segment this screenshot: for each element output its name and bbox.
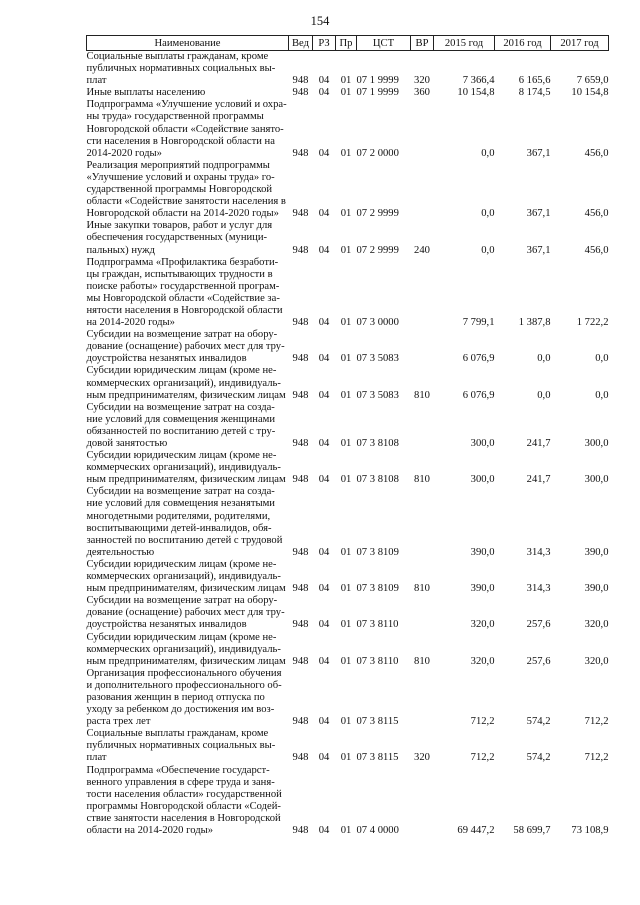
- header-ved: Вед: [289, 36, 313, 51]
- cell-cst: 07 3 8109: [356, 546, 399, 558]
- cell-2016: 314,3: [526, 546, 551, 558]
- cell-name: [87, 365, 289, 401]
- header-cst: ЦСТ: [357, 36, 411, 51]
- cell-vr: 810: [414, 583, 430, 595]
- cell-pr: 01: [340, 546, 352, 558]
- table-row: [87, 220, 609, 256]
- name-line: Реализация мероприятий подпрограммы: [86, 159, 270, 171]
- table-row: [87, 559, 609, 595]
- cell-ved: 948: [292, 655, 309, 667]
- cell-rz: 04: [318, 317, 330, 329]
- cell-vr: [411, 668, 434, 728]
- name-line: области на 2014-2020 годы»: [86, 825, 214, 836]
- cell-vr: 810: [414, 389, 430, 401]
- cell-ved: 948: [292, 438, 309, 449]
- header-pr: Пр: [336, 36, 357, 51]
- budget-table: [86, 35, 609, 837]
- cell-ved: 948: [292, 87, 309, 99]
- name-line: Организация профессионального обучения: [86, 667, 282, 679]
- cell-2017: 300,0: [584, 474, 609, 486]
- cell-rz: 04: [318, 353, 330, 365]
- cell-2016: 0,0: [537, 353, 551, 365]
- name-line: сударственной программы Новгородской: [86, 184, 273, 196]
- cell-name: [87, 632, 289, 668]
- cell-2017: 73 108,9: [571, 825, 609, 836]
- cell-2015: 7 366,4: [462, 75, 495, 87]
- cell-vr: [411, 160, 434, 220]
- cell-pr: 01: [340, 619, 352, 631]
- cell-name: [87, 99, 289, 159]
- name-line: коммерческих организаций), индивидуаль-: [86, 643, 281, 655]
- table-row: [87, 450, 609, 486]
- cell-name: [87, 220, 289, 256]
- name-line: деятельностью: [86, 546, 155, 558]
- cell-pr: 01: [340, 353, 352, 365]
- cell-vr: [411, 402, 434, 450]
- name-line: на 2014-2020 годы»: [86, 317, 175, 329]
- cell-rz: 04: [318, 752, 330, 764]
- name-line: ствие занятости населения в Новгородской: [86, 812, 281, 824]
- name-line: дование (оснащение) рабочих мест для тру-: [86, 341, 285, 353]
- cell-vr: [411, 765, 434, 838]
- name-line: программы Новгородской области «Содей-: [86, 800, 281, 812]
- cell-2015: 6 076,9: [462, 353, 495, 365]
- cell-pr: 01: [340, 716, 352, 728]
- name-line: публичных нормативных социальных вы-: [86, 63, 276, 75]
- cell-ved: 948: [292, 716, 309, 728]
- cell-ved: 948: [292, 147, 309, 159]
- cell-2016: 241,7: [526, 438, 551, 449]
- cell-rz: 04: [318, 389, 330, 401]
- name-line: раста трех лет: [86, 716, 151, 728]
- cell-2017: 456,0: [584, 208, 609, 220]
- cell-pr: 01: [340, 244, 352, 256]
- cell-vr: [411, 257, 434, 330]
- cell-cst: 07 3 8108: [356, 438, 399, 449]
- cell-rz: 04: [318, 716, 330, 728]
- cell-rz: 04: [318, 619, 330, 631]
- cell-ved: 948: [292, 619, 309, 631]
- table-row: [87, 765, 609, 838]
- name-line: уходу за ребенком до достижения им воз-: [86, 704, 275, 716]
- table-row: [87, 329, 609, 365]
- cell-2015: 69 447,2: [457, 825, 495, 836]
- cell-rz: 04: [318, 147, 330, 159]
- cell-cst: 07 2 0000: [356, 147, 399, 159]
- name-line: тости населения области» государственной: [86, 788, 282, 800]
- name-line: обеспечения государственных (муници-: [86, 232, 268, 244]
- cell-cst: 07 4 0000: [356, 825, 399, 836]
- cell-pr: 01: [340, 655, 352, 667]
- cell-2016: 367,1: [526, 147, 551, 159]
- name-line: коммерческих организаций), индивидуаль-: [86, 377, 281, 389]
- cell-cst: 07 2 9999: [356, 208, 399, 220]
- name-line: Иные закупки товаров, работ и услуг для: [86, 220, 273, 232]
- cell-vr: [411, 99, 434, 159]
- cell-rz: 04: [318, 438, 330, 449]
- cell-cst: 07 3 5083: [356, 353, 399, 365]
- cell-pr: 01: [340, 438, 352, 449]
- cell-ved: 948: [292, 75, 309, 87]
- cell-cst: 07 3 8115: [356, 716, 399, 728]
- header-2015: 2015 год: [434, 36, 495, 51]
- header-2017: 2017 год: [551, 36, 609, 51]
- name-line: плат: [86, 752, 107, 764]
- cell-2016: 257,6: [526, 655, 551, 667]
- cell-2017: 0,0: [595, 353, 609, 365]
- cell-name: [87, 668, 289, 728]
- cell-rz: 04: [318, 583, 330, 595]
- cell-ved: 948: [292, 752, 309, 764]
- name-line: Субсидии на возмещение затрат на обору-: [86, 329, 278, 341]
- cell-2015: 390,0: [470, 583, 495, 595]
- cell-name: [87, 160, 289, 220]
- cell-2015: 0,0: [481, 208, 495, 220]
- cell-2017: 456,0: [584, 147, 609, 159]
- name-line: ным предпринимателям, физическим лицам: [86, 655, 286, 667]
- cell-2016: 58 699,7: [513, 825, 551, 836]
- name-line: Подпрограмма «Профилактика безработи-: [86, 256, 279, 268]
- name-line: занностей по воспитанию детей с трудовой: [86, 534, 283, 546]
- cell-2015: 320,0: [470, 619, 495, 631]
- cell-pr: 01: [340, 474, 352, 486]
- cell-ved: 948: [292, 474, 309, 486]
- name-line: Субсидии юридическим лицам (кроме не-: [86, 450, 277, 462]
- cell-2016: 314,3: [526, 583, 551, 595]
- cell-ved: 948: [292, 353, 309, 365]
- name-line: ние условий для совмещения женщинами: [86, 413, 276, 425]
- table-row: [87, 87, 609, 99]
- name-line: ние условий для совмещения незанятыми: [86, 498, 275, 510]
- cell-name: [87, 450, 289, 486]
- header-2016: 2016 год: [495, 36, 551, 51]
- table-row: [87, 160, 609, 220]
- cell-rz: 04: [318, 87, 330, 99]
- name-line: цы граждан, испытывающих трудности в: [86, 268, 273, 280]
- name-line: обязанностей по воспитанию детей с тру-: [86, 425, 276, 437]
- cell-name: [87, 595, 289, 631]
- cell-2017: 456,0: [584, 244, 609, 256]
- cell-pr: 01: [340, 825, 352, 836]
- name-line: доустройства незанятых инвалидов: [86, 619, 247, 631]
- cell-name: [87, 51, 289, 88]
- name-line: венного управления в сфере труда и заня-: [86, 776, 275, 788]
- cell-cst: 07 1 9999: [356, 87, 399, 99]
- cell-2017: 390,0: [584, 583, 609, 595]
- cell-name: [87, 728, 289, 764]
- name-line: нятости населения в Новгородской области: [86, 304, 283, 316]
- cell-2017: 1 722,2: [576, 317, 609, 329]
- name-line: Субсидии юридическим лицам (кроме не-: [86, 631, 277, 643]
- cell-pr: 01: [340, 87, 352, 99]
- page-number: 154: [310, 14, 330, 28]
- name-line: дование (оснащение) рабочих мест для тру-: [86, 607, 285, 619]
- cell-rz: 04: [318, 825, 330, 836]
- cell-name: [87, 329, 289, 365]
- header-vr: ВР: [411, 36, 434, 51]
- name-line: ны труда» государственной программы: [86, 111, 264, 123]
- name-line: ным предпринимателям, физическим лицам: [86, 474, 286, 486]
- cell-rz: 04: [318, 75, 330, 87]
- cell-2016: 574,2: [526, 716, 551, 728]
- cell-name: [87, 559, 289, 595]
- cell-2015: 712,2: [470, 752, 495, 764]
- name-line: ным предпринимателям, физическим лицам: [86, 583, 286, 595]
- cell-vr: [411, 595, 434, 631]
- cell-cst: 07 3 8109: [356, 583, 399, 595]
- cell-ved: 948: [292, 825, 309, 836]
- cell-name: [87, 257, 289, 330]
- name-line: Подпрограмма «Обеспечение государст-: [86, 764, 270, 776]
- cell-pr: 01: [340, 317, 352, 329]
- name-line: воспитывающими детей-инвалидов, обя-: [86, 522, 272, 534]
- cell-2015: 320,0: [470, 655, 495, 667]
- cell-pr: 01: [340, 208, 352, 220]
- cell-2017: 320,0: [584, 619, 609, 631]
- name-line: Субсидии на возмещение затрат на созда-: [86, 401, 275, 413]
- cell-2016: 8 174,5: [518, 87, 551, 99]
- cell-pr: 01: [340, 752, 352, 764]
- name-line: «Улучшение условий и охраны труда» го-: [86, 171, 275, 183]
- table-row: [87, 595, 609, 631]
- cell-pr: 01: [340, 583, 352, 595]
- cell-2015: 10 154,8: [457, 87, 495, 99]
- cell-2017: 390,0: [584, 546, 609, 558]
- table-row: [87, 668, 609, 728]
- cell-2015: 0,0: [481, 244, 495, 256]
- cell-vr: 360: [414, 87, 430, 99]
- cell-2016: 1 387,8: [518, 317, 551, 329]
- cell-cst: 07 2 9999: [356, 244, 399, 256]
- cell-2017: 10 154,8: [571, 87, 609, 99]
- name-line: коммерческих организаций), индивидуаль-: [86, 571, 281, 583]
- table-row: [87, 99, 609, 159]
- name-line: Новгородской области «Содействие занято-: [86, 123, 284, 135]
- cell-vr: 240: [414, 244, 430, 256]
- name-line: ным предпринимателям, физическим лицам: [86, 389, 286, 401]
- cell-ved: 948: [292, 244, 309, 256]
- cell-rz: 04: [318, 546, 330, 558]
- cell-2017: 7 659,0: [576, 75, 609, 87]
- name-line: Социальные выплаты гражданам, кроме: [86, 51, 269, 62]
- name-line: разования женщин в период отпуска по: [86, 691, 265, 703]
- cell-ved: 948: [292, 583, 309, 595]
- cell-rz: 04: [318, 208, 330, 220]
- cell-pr: 01: [340, 389, 352, 401]
- name-line: доустройства незанятых инвалидов: [86, 353, 247, 365]
- name-line: плат: [86, 75, 107, 87]
- cell-ved: 948: [292, 317, 309, 329]
- table-row: [87, 632, 609, 668]
- table-body: [87, 51, 609, 838]
- name-line: мы Новгородской области «Содействие за-: [86, 292, 280, 304]
- cell-cst: 07 3 8115: [356, 752, 399, 764]
- cell-2015: 712,2: [470, 716, 495, 728]
- name-line: и дополнительного профессионального об-: [86, 679, 282, 691]
- cell-2015: 0,0: [481, 147, 495, 159]
- cell-name: [87, 486, 289, 559]
- cell-2017: 320,0: [584, 655, 609, 667]
- table-row: [87, 402, 609, 450]
- cell-cst: 07 3 8108: [356, 474, 399, 486]
- cell-2017: 712,2: [584, 752, 609, 764]
- table-row: [87, 728, 609, 764]
- cell-2016: 574,2: [526, 752, 551, 764]
- cell-2015: 6 076,9: [462, 389, 495, 401]
- name-line: пальных) нужд: [86, 244, 155, 256]
- cell-ved: 948: [292, 208, 309, 220]
- name-line: Новгородской области на 2014-2020 годы»: [86, 208, 279, 220]
- name-line: Субсидии на возмещение затрат на созда-: [86, 486, 275, 498]
- table-row: [87, 486, 609, 559]
- cell-vr: 320: [414, 75, 430, 87]
- cell-2016: 0,0: [537, 389, 551, 401]
- cell-rz: 04: [318, 655, 330, 667]
- cell-vr: [411, 329, 434, 365]
- cell-vr: 810: [414, 655, 430, 667]
- cell-2016: 367,1: [526, 208, 551, 220]
- cell-2015: 300,0: [470, 438, 495, 449]
- cell-2015: 300,0: [470, 474, 495, 486]
- cell-cst: 07 3 5083: [356, 389, 399, 401]
- name-line: многодетными родителями, родителями,: [86, 510, 271, 522]
- cell-2016: 367,1: [526, 244, 551, 256]
- cell-ved: 948: [292, 389, 309, 401]
- cell-pr: 01: [340, 75, 352, 87]
- cell-2017: 0,0: [595, 389, 609, 401]
- cell-2016: 257,6: [526, 619, 551, 631]
- name-line: Иные выплаты населению: [86, 87, 206, 99]
- cell-cst: 07 3 8110: [356, 619, 399, 631]
- table-row: [87, 365, 609, 401]
- cell-cst: 07 1 9999: [356, 75, 399, 87]
- name-line: публичных нормативных социальных вы-: [86, 740, 276, 752]
- table-row: [87, 257, 609, 330]
- cell-vr: 810: [414, 474, 430, 486]
- name-line: сти населения в Новгородской области на: [86, 135, 275, 147]
- name-line: Подпрограмма «Улучшение условий и охра-: [86, 99, 287, 111]
- cell-2017: 300,0: [584, 438, 609, 449]
- cell-vr: 320: [414, 752, 430, 764]
- cell-2015: 7 799,1: [462, 317, 495, 329]
- cell-2015: 390,0: [470, 546, 495, 558]
- cell-2016: 6 165,6: [518, 75, 551, 87]
- name-line: области «Содействие занятости населения в: [86, 196, 286, 208]
- cell-ved: 948: [292, 546, 309, 558]
- table-row: [87, 51, 609, 88]
- cell-name: [87, 765, 289, 838]
- cell-2017: 712,2: [584, 716, 609, 728]
- name-line: Субсидии юридическим лицам (кроме не-: [86, 558, 277, 570]
- name-line: 2014-2020 годы»: [86, 147, 162, 159]
- name-line: Субсидии юридическим лицам (кроме не-: [86, 365, 277, 377]
- header-name: Наименование: [87, 36, 289, 51]
- cell-rz: 04: [318, 474, 330, 486]
- name-line: поиске работы» государственной програм-: [86, 280, 280, 292]
- cell-name: [87, 402, 289, 450]
- table-header-row: [87, 36, 609, 51]
- cell-vr: [411, 486, 434, 559]
- name-line: Социальные выплаты гражданам, кроме: [86, 728, 269, 740]
- cell-cst: 07 3 0000: [356, 317, 399, 329]
- cell-name: [87, 87, 289, 99]
- name-line: коммерческих организаций), индивидуаль-: [86, 462, 281, 474]
- cell-cst: 07 3 8110: [356, 655, 399, 667]
- name-line: Субсидии на возмещение затрат на обору-: [86, 595, 278, 607]
- name-line: довой занятостью: [86, 438, 168, 449]
- cell-2016: 241,7: [526, 474, 551, 486]
- header-rz: РЗ: [313, 36, 336, 51]
- cell-pr: 01: [340, 147, 352, 159]
- cell-rz: 04: [318, 244, 330, 256]
